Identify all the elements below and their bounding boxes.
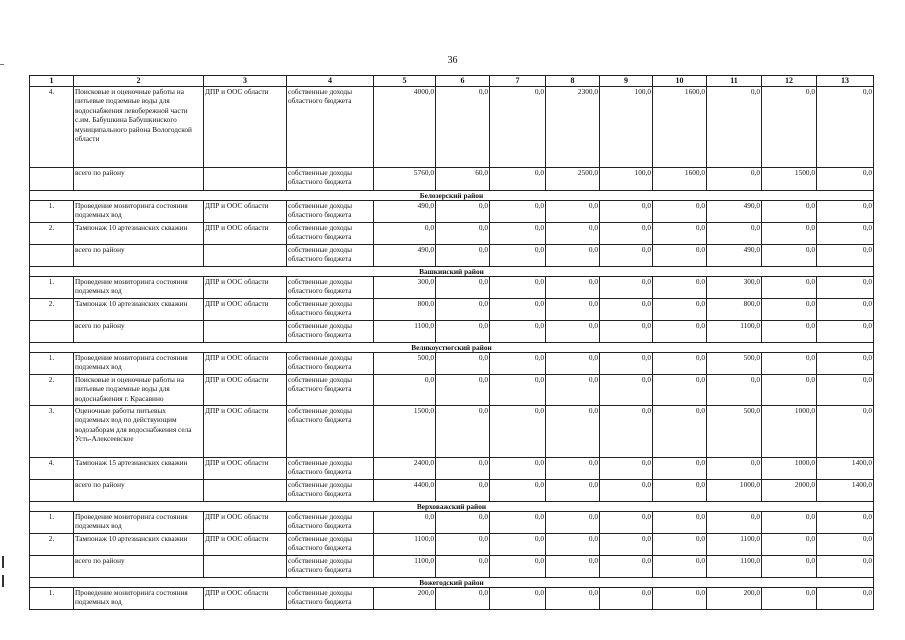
table-row: [30, 512, 874, 534]
amount-cell: 0,0: [707, 458, 762, 480]
amount-cell: 0,0: [762, 588, 817, 610]
amount-cell: 0,0: [600, 588, 653, 610]
amount-cell: 1600,0: [653, 168, 707, 191]
amount-cell: 0,0: [762, 556, 817, 578]
executor-cell: ДПР и ООС области: [204, 223, 287, 245]
amount-cell: 0,0: [762, 277, 817, 299]
row-number-cell: 1.: [30, 201, 74, 223]
amount-cell: 500,0: [707, 353, 762, 375]
executor-cell: [204, 480, 287, 502]
amount-cell: 490,0: [374, 245, 436, 267]
amount-cell: 490,0: [374, 201, 436, 223]
amount-cell: 0,0: [762, 245, 817, 267]
executor-cell: ДПР и ООС области: [204, 87, 287, 168]
amount-cell: 0,0: [653, 353, 707, 375]
amount-cell: 0,0: [436, 245, 490, 267]
executor-cell: ДПР и ООС области: [204, 458, 287, 480]
amount-cell: 1600,0: [653, 87, 707, 168]
table-row: [30, 201, 874, 223]
row-number-cell: 1.: [30, 512, 74, 534]
column-number-cell: 3: [204, 76, 287, 87]
amount-cell: 0,0: [653, 588, 707, 610]
amount-cell: 0,0: [817, 299, 874, 321]
funding-source-cell: собственные доходы областного бюджета: [287, 299, 374, 321]
table-row: [30, 406, 874, 458]
amount-cell: 0,0: [436, 512, 490, 534]
row-number-cell: 2.: [30, 223, 74, 245]
amount-cell: 0,0: [436, 480, 490, 502]
amount-cell: 0,0: [546, 277, 600, 299]
amount-cell: 500,0: [707, 406, 762, 458]
district-name: Верховажский район: [30, 502, 874, 512]
column-number-cell: 7: [490, 76, 546, 87]
district-name: Вожегодский район: [30, 578, 874, 588]
amount-cell: 0,0: [436, 299, 490, 321]
column-number-cell: 9: [600, 76, 653, 87]
column-number-cell: 6: [436, 76, 490, 87]
funding-source-cell: собственные доходы областного бюджета: [287, 353, 374, 375]
amount-cell: 0,0: [546, 480, 600, 502]
amount-cell: 1100,0: [374, 321, 436, 343]
column-number-cell: 12: [762, 76, 817, 87]
amount-cell: 0,0: [436, 353, 490, 375]
table-row: [30, 277, 874, 299]
scan-edge-mark: [2, 575, 4, 587]
amount-cell: 0,0: [436, 534, 490, 556]
amount-cell: 0,0: [600, 375, 653, 406]
column-number-cell: 2: [74, 76, 204, 87]
amount-cell: 1000,0: [762, 406, 817, 458]
amount-cell: 0,0: [600, 299, 653, 321]
amount-cell: 0,0: [653, 277, 707, 299]
row-number-cell: 2.: [30, 375, 74, 406]
amount-cell: 0,0: [436, 277, 490, 299]
amount-cell: 0,0: [374, 375, 436, 406]
amount-cell: 0,0: [600, 458, 653, 480]
amount-cell: 0,0: [546, 245, 600, 267]
district-row: [30, 343, 874, 353]
amount-cell: 1500,0: [762, 168, 817, 191]
row-number-cell: [30, 245, 74, 267]
amount-cell: 0,0: [436, 375, 490, 406]
executor-cell: [204, 245, 287, 267]
amount-cell: 0,0: [653, 556, 707, 578]
activity-name-cell: Поисковые и оценочные работы на питьевые подземные воды для водоснабжения левобережной части с.им. Бабушкина Бабушкинского муниципального района Вологодской области: [74, 87, 204, 168]
amount-cell: 0,0: [653, 458, 707, 480]
table-row: [30, 375, 874, 406]
amount-cell: 0,0: [653, 299, 707, 321]
amount-cell: 1400,0: [817, 458, 874, 480]
amount-cell: 0,0: [600, 512, 653, 534]
funding-source-cell: собственные доходы областного бюджета: [287, 588, 374, 610]
amount-cell: 0,0: [490, 353, 546, 375]
amount-cell: 0,0: [490, 168, 546, 191]
amount-cell: 1100,0: [707, 534, 762, 556]
amount-cell: 0,0: [762, 534, 817, 556]
amount-cell: 4400,0: [374, 480, 436, 502]
amount-cell: 1400,0: [817, 480, 874, 502]
table-row: [30, 458, 874, 480]
funding-source-cell: собственные доходы областного бюджета: [287, 245, 374, 267]
amount-cell: 0,0: [546, 588, 600, 610]
amount-cell: 0,0: [817, 512, 874, 534]
executor-cell: [204, 556, 287, 578]
table-row: [30, 556, 874, 578]
amount-cell: 1100,0: [374, 534, 436, 556]
amount-cell: 300,0: [374, 277, 436, 299]
activity-name-cell: всего по району: [74, 321, 204, 343]
amount-cell: 1500,0: [374, 406, 436, 458]
row-number-cell: [30, 168, 74, 191]
amount-cell: 0,0: [653, 321, 707, 343]
column-number-cell: 11: [707, 76, 762, 87]
amount-cell: 0,0: [762, 321, 817, 343]
amount-cell: 0,0: [762, 223, 817, 245]
row-number-cell: 1.: [30, 588, 74, 610]
amount-cell: 0,0: [546, 321, 600, 343]
amount-cell: 0,0: [490, 588, 546, 610]
amount-cell: 0,0: [600, 353, 653, 375]
amount-cell: 0,0: [436, 321, 490, 343]
amount-cell: 0,0: [762, 512, 817, 534]
amount-cell: 0,0: [546, 299, 600, 321]
amount-cell: 1000,0: [707, 480, 762, 502]
amount-cell: 0,0: [490, 321, 546, 343]
activity-name-cell: Проведение мониторинга состояния подземных вод: [74, 588, 204, 610]
table-body: [30, 76, 874, 610]
amount-cell: 0,0: [490, 556, 546, 578]
amount-cell: 0,0: [707, 168, 762, 191]
row-number-cell: 4.: [30, 458, 74, 480]
amount-cell: 0,0: [374, 223, 436, 245]
amount-cell: 0,0: [600, 480, 653, 502]
activity-name-cell: всего по району: [74, 245, 204, 267]
amount-cell: 0,0: [707, 375, 762, 406]
amount-cell: 0,0: [707, 87, 762, 168]
activity-name-cell: всего по району: [74, 480, 204, 502]
amount-cell: 4000,0: [374, 87, 436, 168]
amount-cell: 0,0: [817, 168, 874, 191]
amount-cell: 0,0: [490, 299, 546, 321]
amount-cell: 1100,0: [374, 556, 436, 578]
amount-cell: 2300,0: [546, 87, 600, 168]
column-number-cell: 8: [546, 76, 600, 87]
amount-cell: 0,0: [546, 556, 600, 578]
table-row: [30, 480, 874, 502]
activity-name-cell: всего по району: [74, 556, 204, 578]
column-number-row: [30, 76, 874, 87]
activity-name-cell: Тампонаж 10 артезианских скважин: [74, 534, 204, 556]
column-number-cell: 4: [287, 76, 374, 87]
amount-cell: 0,0: [653, 375, 707, 406]
activity-name-cell: Тампонаж 10 артезианских скважин: [74, 223, 204, 245]
table-row: [30, 223, 874, 245]
amount-cell: 0,0: [707, 223, 762, 245]
amount-cell: 0,0: [546, 353, 600, 375]
amount-cell: 0,0: [546, 534, 600, 556]
activity-name-cell: Поисковые и оценочные работы на питьевые подземные воды для водоснабжения г. Красавино: [74, 375, 204, 406]
amount-cell: 0,0: [600, 406, 653, 458]
amount-cell: 0,0: [817, 277, 874, 299]
amount-cell: 0,0: [817, 321, 874, 343]
district-row: [30, 267, 874, 277]
amount-cell: 800,0: [374, 299, 436, 321]
district-row: [30, 502, 874, 512]
table-row: [30, 168, 874, 191]
amount-cell: 0,0: [600, 223, 653, 245]
funding-source-cell: собственные доходы областного бюджета: [287, 321, 374, 343]
amount-cell: 0,0: [653, 201, 707, 223]
amount-cell: 0,0: [762, 375, 817, 406]
amount-cell: 0,0: [600, 201, 653, 223]
amount-cell: 1000,0: [762, 458, 817, 480]
amount-cell: 0,0: [546, 375, 600, 406]
amount-cell: 0,0: [436, 223, 490, 245]
table-row: [30, 534, 874, 556]
activity-name-cell: Тампонаж 15 артезианских скважин: [74, 458, 204, 480]
amount-cell: 0,0: [653, 512, 707, 534]
amount-cell: 1100,0: [707, 556, 762, 578]
activity-name-cell: Проведение мониторинга состояния подземных вод: [74, 201, 204, 223]
column-number-cell: 5: [374, 76, 436, 87]
amount-cell: 0,0: [600, 534, 653, 556]
amount-cell: 0,0: [653, 534, 707, 556]
amount-cell: 0,0: [817, 353, 874, 375]
amount-cell: 0,0: [490, 201, 546, 223]
amount-cell: 1100,0: [707, 321, 762, 343]
activity-name-cell: Оценочные работы питьевых подземных вод по действующим водозаборам для водоснабжения села Усть-Алексеевское: [74, 406, 204, 458]
activity-name-cell: Проведение мониторинга состояния подземных вод: [74, 277, 204, 299]
column-number-cell: 13: [817, 76, 874, 87]
amount-cell: 0,0: [817, 375, 874, 406]
amount-cell: 0,0: [436, 87, 490, 168]
amount-cell: 0,0: [436, 588, 490, 610]
amount-cell: 0,0: [546, 406, 600, 458]
executor-cell: ДПР и ООС области: [204, 353, 287, 375]
amount-cell: 0,0: [762, 353, 817, 375]
amount-cell: 0,0: [762, 87, 817, 168]
amount-cell: 100,0: [600, 168, 653, 191]
amount-cell: 0,0: [817, 534, 874, 556]
row-number-cell: 4.: [30, 87, 74, 168]
page-number: 36: [447, 55, 458, 66]
amount-cell: 490,0: [707, 201, 762, 223]
amount-cell: 0,0: [707, 512, 762, 534]
amount-cell: 2000,0: [762, 480, 817, 502]
budget-table: [29, 75, 874, 610]
table-row: [30, 87, 874, 168]
amount-cell: 0,0: [653, 223, 707, 245]
amount-cell: 0,0: [546, 512, 600, 534]
row-number-cell: 2.: [30, 299, 74, 321]
amount-cell: 0,0: [490, 458, 546, 480]
amount-cell: 0,0: [817, 87, 874, 168]
amount-cell: 0,0: [490, 245, 546, 267]
amount-cell: 0,0: [653, 245, 707, 267]
amount-cell: 0,0: [817, 223, 874, 245]
amount-cell: 60,0: [436, 168, 490, 191]
column-number-cell: 1: [30, 76, 74, 87]
table-row: [30, 245, 874, 267]
scan-edge-mark: [2, 556, 4, 568]
funding-source-cell: собственные доходы областного бюджета: [287, 512, 374, 534]
executor-cell: [204, 321, 287, 343]
amount-cell: 0,0: [436, 556, 490, 578]
amount-cell: 0,0: [490, 512, 546, 534]
amount-cell: 490,0: [707, 245, 762, 267]
amount-cell: 200,0: [374, 588, 436, 610]
amount-cell: 0,0: [490, 406, 546, 458]
row-number-cell: 2.: [30, 534, 74, 556]
amount-cell: 0,0: [762, 201, 817, 223]
amount-cell: 300,0: [707, 277, 762, 299]
table-row: [30, 588, 874, 610]
row-number-cell: [30, 480, 74, 502]
amount-cell: 0,0: [490, 223, 546, 245]
row-number-cell: [30, 321, 74, 343]
district-row: [30, 578, 874, 588]
funding-source-cell: собственные доходы областного бюджета: [287, 375, 374, 406]
funding-source-cell: собственные доходы областного бюджета: [287, 223, 374, 245]
amount-cell: 0,0: [374, 512, 436, 534]
amount-cell: 0,0: [817, 406, 874, 458]
row-number-cell: 1.: [30, 353, 74, 375]
amount-cell: 0,0: [546, 223, 600, 245]
amount-cell: 0,0: [436, 201, 490, 223]
executor-cell: [204, 168, 287, 191]
amount-cell: 0,0: [436, 458, 490, 480]
amount-cell: 0,0: [653, 406, 707, 458]
amount-cell: 0,0: [600, 556, 653, 578]
amount-cell: 0,0: [490, 87, 546, 168]
activity-name-cell: Проведение мониторинга состояния подземных вод: [74, 512, 204, 534]
funding-source-cell: собственные доходы областного бюджета: [287, 406, 374, 458]
table-row: [30, 299, 874, 321]
funding-source-cell: собственные доходы областного бюджета: [287, 277, 374, 299]
activity-name-cell: всего по району: [74, 168, 204, 191]
amount-cell: 2500,0: [546, 168, 600, 191]
amount-cell: 0,0: [490, 277, 546, 299]
executor-cell: ДПР и ООС области: [204, 201, 287, 223]
row-number-cell: [30, 556, 74, 578]
activity-name-cell: Тампонаж 10 артезианских скважин: [74, 299, 204, 321]
funding-source-cell: собственные доходы областного бюджета: [287, 458, 374, 480]
amount-cell: 0,0: [600, 321, 653, 343]
amount-cell: 2400,0: [374, 458, 436, 480]
amount-cell: 500,0: [374, 353, 436, 375]
amount-cell: 100,0: [600, 87, 653, 168]
column-number-cell: 10: [653, 76, 707, 87]
activity-name-cell: Проведение мониторинга состояния подземных вод: [74, 353, 204, 375]
amount-cell: 0,0: [817, 201, 874, 223]
district-name: Вашкинский район: [30, 267, 874, 277]
funding-source-cell: собственные доходы областного бюджета: [287, 480, 374, 502]
amount-cell: 0,0: [653, 480, 707, 502]
row-number-cell: 1.: [30, 277, 74, 299]
executor-cell: ДПР и ООС области: [204, 512, 287, 534]
district-name: Великоустюгский район: [30, 343, 874, 353]
executor-cell: ДПР и ООС области: [204, 588, 287, 610]
executor-cell: ДПР и ООС области: [204, 406, 287, 458]
amount-cell: 5760,0: [374, 168, 436, 191]
funding-source-cell: собственные доходы областного бюджета: [287, 87, 374, 168]
amount-cell: 0,0: [546, 458, 600, 480]
amount-cell: 200,0: [707, 588, 762, 610]
amount-cell: 0,0: [817, 588, 874, 610]
amount-cell: 0,0: [600, 245, 653, 267]
table-row: [30, 321, 874, 343]
margin-hairline: [0, 64, 4, 65]
amount-cell: 0,0: [600, 277, 653, 299]
table-row: [30, 353, 874, 375]
funding-source-cell: собственные доходы областного бюджета: [287, 556, 374, 578]
district-row: [30, 191, 874, 201]
funding-source-cell: собственные доходы областного бюджета: [287, 534, 374, 556]
amount-cell: 0,0: [490, 534, 546, 556]
amount-cell: 0,0: [762, 299, 817, 321]
amount-cell: 0,0: [546, 201, 600, 223]
amount-cell: 0,0: [490, 375, 546, 406]
district-name: Белозерский район: [30, 191, 874, 201]
executor-cell: ДПР и ООС области: [204, 375, 287, 406]
amount-cell: 0,0: [817, 245, 874, 267]
executor-cell: ДПР и ООС области: [204, 534, 287, 556]
amount-cell: 0,0: [436, 406, 490, 458]
amount-cell: 0,0: [817, 556, 874, 578]
amount-cell: 800,0: [707, 299, 762, 321]
funding-source-cell: собственные доходы областного бюджета: [287, 201, 374, 223]
row-number-cell: 3.: [30, 406, 74, 458]
executor-cell: ДПР и ООС области: [204, 299, 287, 321]
executor-cell: ДПР и ООС области: [204, 277, 287, 299]
amount-cell: 0,0: [490, 480, 546, 502]
funding-source-cell: собственные доходы областного бюджета: [287, 168, 374, 191]
